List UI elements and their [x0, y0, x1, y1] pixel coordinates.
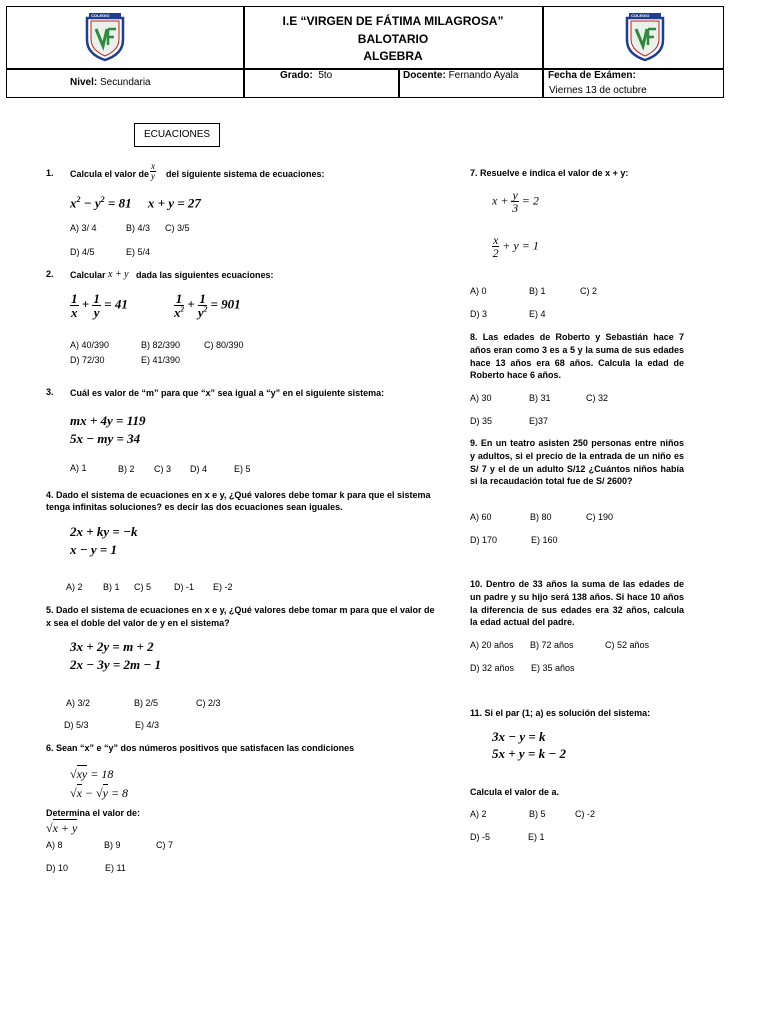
question-text: 10. Dentro de 33 años la suma de las edades de un padre y su hijo será 138 años. Si hace 10 años la diferencia de sus edades era 32 años, calcula la edad actual del padre.	[470, 579, 684, 628]
option: E) -2	[213, 582, 233, 592]
math-equation: $x^2 - y^2 = 81$ x + y = 27	[70, 195, 201, 211]
question-text: 6. Sean “x” e “y” dos números positivos que satisfacen las condiciones	[46, 743, 355, 753]
option: C) 3	[154, 464, 172, 474]
question-text: tenga infinitas soluciones? es decir las dos ecuaciones sean iguales.	[46, 502, 343, 512]
logo-text: COLEGIO	[91, 13, 110, 18]
option: B) 2	[118, 464, 135, 474]
math-equation: 2x − 3y = 2m − 1	[70, 657, 162, 672]
nivel-label: Nivel:	[70, 77, 98, 88]
option: B) 72 años	[530, 640, 574, 650]
option: A) 2	[66, 582, 83, 592]
option: E) 5/4	[126, 247, 151, 257]
math-equation: $\frac{1}{x^2}$ + $\frac{1}{y^2}$ = 901	[174, 291, 241, 320]
school-logo	[84, 12, 126, 62]
option: A) 0	[470, 286, 487, 296]
math-equation: x − y = 1	[70, 542, 118, 557]
option: A) 60	[470, 512, 492, 522]
option: D) 10	[46, 863, 69, 873]
option: A) 40/390	[70, 340, 110, 350]
math-equation: √xy = 18	[70, 767, 114, 781]
math-equation: x + $\frac{y}{3}$ = 2	[492, 188, 539, 215]
math-equation: 2x + ky = −k	[70, 524, 138, 539]
question-text: 9. En un teatro asisten 250 personas entre niños y adultos, si el precio de la entrada de un niño es S/ 7 y el de un adulto S/12 ¿Cuántos niños había si la recaudación total fue de S/ 2600?	[470, 438, 684, 487]
option: B) 1	[529, 286, 546, 296]
option: A) 8	[46, 840, 63, 850]
option: D) 3	[470, 309, 488, 319]
math-equation: $\frac{x}{2}$ + y = 1	[492, 233, 539, 260]
option: C) 32	[586, 393, 609, 403]
math-equation: 5x − my = 34	[70, 431, 141, 446]
option: D) 5/3	[64, 720, 89, 730]
option: D) -5	[470, 832, 490, 842]
option: E) 11	[105, 863, 126, 873]
math-equation: √x − √y = 8	[70, 786, 129, 800]
option: C) -2	[575, 809, 595, 819]
fecha-label: Fecha de Exámen:	[548, 70, 636, 81]
math-equation: $\frac{1}{x}$ + $\frac{1}{y}$ = 41	[71, 291, 128, 320]
option: B) 5	[529, 809, 546, 819]
school-name: I.E “VIRGEN DE FÁTIMA MILAGROSA”	[282, 14, 504, 28]
math-equation: 3x − y = k	[492, 729, 546, 744]
question-text: dada las siguientes ecuaciones:	[136, 270, 274, 280]
option: A) 3/ 4	[70, 223, 97, 233]
math-expression: x + y	[108, 269, 129, 280]
option: E) 4	[529, 309, 546, 319]
option: E) 160	[531, 535, 558, 545]
question-text: Calcular	[70, 270, 106, 280]
math-equation: 5x + y = k − 2	[492, 746, 566, 761]
option: B) 80	[530, 512, 552, 522]
docente-label: Docente:	[403, 70, 446, 81]
option: A) 1	[70, 463, 87, 473]
question-text: x sea el doble del valor de y en el sistema?	[46, 618, 230, 628]
option: B) 9	[104, 840, 121, 850]
question-text: Calcula el valor de	[70, 169, 150, 179]
option: E)37	[529, 416, 549, 426]
doc-subject: ALGEBRA	[363, 49, 423, 63]
question-text: del siguiente sistema de ecuaciones:	[166, 169, 325, 179]
option: D) 4	[190, 464, 208, 474]
option: D) 35	[470, 416, 493, 426]
math-equation: mx + 4y = 119	[70, 413, 146, 428]
option: C) 80/390	[204, 340, 244, 350]
option: E) 4/3	[135, 720, 160, 730]
option: C) 3/5	[165, 223, 190, 233]
option: A) 3/2	[66, 698, 91, 708]
header-divider	[542, 6, 544, 98]
question-text: 5. Dado el sistema de ecuaciones en x e y, ¿Qué valores debe tomar m para que el valor de	[46, 605, 435, 615]
option: C) 5	[134, 582, 152, 592]
docente-field	[403, 70, 518, 81]
nivel-value: Secundaria	[100, 77, 151, 88]
option: E) 41/390	[141, 355, 181, 365]
option: B) 31	[529, 393, 551, 403]
grado-value: 5to	[318, 70, 333, 81]
section-title: ECUACIONES	[143, 129, 211, 140]
nivel-field	[70, 77, 151, 88]
option: D) 32 años	[470, 663, 515, 673]
school-logo	[624, 12, 666, 62]
option: D) 4/5	[70, 247, 95, 257]
grado-field	[280, 70, 332, 81]
option: E) 1	[528, 832, 545, 842]
option: E) 5	[234, 464, 251, 474]
question-text: Determina el valor de:	[46, 808, 141, 818]
option: A) 20 años	[470, 640, 514, 650]
math-equation: 3x + 2y = m + 2	[70, 639, 154, 654]
question-text: 4. Dado el sistema de ecuaciones en x e y, ¿Qué valores debe tomar k para que el sistema	[46, 490, 431, 500]
math-expression: √x + y	[46, 821, 78, 835]
question-number: 3.	[46, 387, 54, 397]
option: C) 52 años	[605, 640, 650, 650]
grado-label: Grado:	[280, 70, 313, 81]
option: C) 7	[156, 840, 174, 850]
question-number: 2.	[46, 269, 54, 279]
question-text: Calcula el valor de a.	[470, 787, 560, 797]
fecha-value: Viernes 13 de octubre	[549, 85, 647, 96]
header-divider	[398, 68, 400, 98]
doc-type: BALOTARIO	[357, 32, 429, 46]
option: B) 1	[103, 582, 120, 592]
docente-value: Fernando Ayala	[448, 70, 519, 81]
option: B) 2/5	[134, 698, 159, 708]
question-text: 11. Si el par (1; a) es solución del sistema:	[470, 708, 651, 718]
option: B) 4/3	[126, 223, 151, 233]
question-text: Cuál es valor de “m” para que “x” sea igual a “y” en el siguiente sistema:	[70, 388, 385, 398]
option: B) 82/390	[141, 340, 181, 350]
option: D) 170	[470, 535, 498, 545]
option: C) 2	[580, 286, 598, 296]
math-fraction: $\frac{x}{y}$	[151, 161, 155, 181]
option: A) 2	[470, 809, 487, 819]
option: A) 30	[470, 393, 492, 403]
option: C) 2/3	[196, 698, 221, 708]
question-number: 1.	[46, 168, 54, 178]
question-text: 8. Las edades de Roberto y Sebastián hace 7 años eran como 3 es a 5 y la suma de sus edades hace 13 años era 68 años. Calcula la edad de Roberto hace 6 años.	[470, 332, 684, 381]
option: E) 35 años	[531, 663, 575, 673]
option: D) 72/30	[70, 355, 105, 365]
logo-text: COLEGIO	[631, 13, 650, 18]
question-text: 7. Resuelve e indica el valor de x + y:	[470, 168, 629, 178]
option: D) -1	[174, 582, 194, 592]
option: C) 190	[586, 512, 614, 522]
